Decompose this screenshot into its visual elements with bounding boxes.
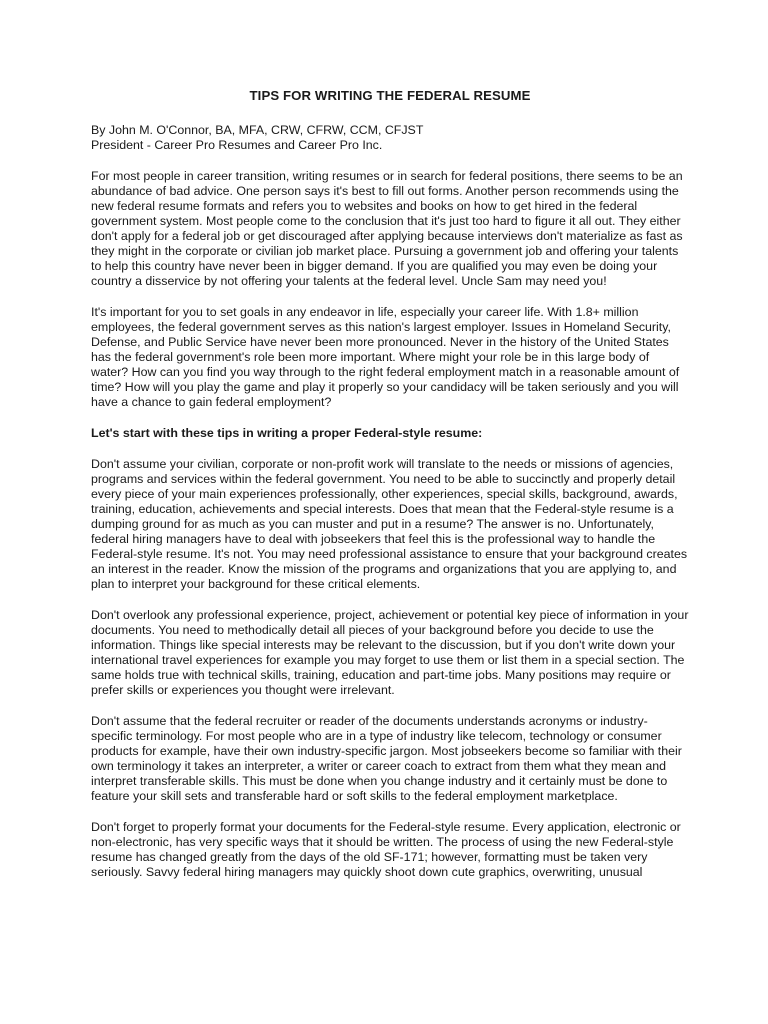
tips-subheading: Let's start with these tips in writing a proper Federal-style resume: <box>91 426 483 440</box>
tip-paragraph-4: Don't forget to properly format your documents for the Federal-style resume. Every application, electronic or non-electronic, has very specific ways that it should be written. The process of using the new Federal-style resume has changed greatly from the days of the old SF-171; however, formatting must be taken very seriously. Savvy federal hiring managers may quickly shoot down cute graphics, overwriting, unusual <box>91 820 681 879</box>
tip-paragraph-3: Don't assume that the federal recruiter or reader of the documents understands acronyms or industry-specific terminology. For most people who are in a type of industry like telecom, technology or consumer products for example, have their own industry-specific jargon. Most jobseekers become so familiar with their own terminology it takes an interpreter, a writer or career coach to extract from them what they mean and interpret transferable skills. This must be done when you change industry and it certainly must be done to feature your skill sets and transferable hard or soft skills to the federal employment marketplace. <box>91 714 682 803</box>
intro-paragraph-2: It's important for you to set goals in any endeavor in life, especially your career life. With 1.8+ million employees, the federal government serves as this nation's largest employer. Issues in Homeland Security, Defense, and Public Service have never been more pronounced. Never in the history of the United States has the federal government's role been more important. Where might your role be in this large body of water? How can you find you way through to the right federal employment match in a reasonable amount of time? How will you play the game and play it properly so your candidacy will be taken seriously and you will have a chance to gain federal employment? <box>91 305 680 409</box>
document-title: TIPS FOR WRITING THE FEDERAL RESUME <box>249 88 531 103</box>
tip-paragraph-1: Don't assume your civilian, corporate or non-profit work will translate to the needs or missions of agencies, programs and services within the federal government. You need to be able to succinctly and properly detail every piece of your main experiences professionally, other experiences, special skills, background, awards, training, education, achievements and special interests. Does that mean that the Federal-style resume is a dumping ground for as much as you can muster and put in a resume? The answer is no. Unfortunately, federal hiring managers have to deal with jobseekers that feel this is the professional way to handle the Federal-style resume. It's not. You may need professional assistance to ensure that your background creates an interest in the reader. Know the mission of the programs and organizations that you are applying to, and plan to interpret your background for these critical elements. <box>91 457 688 591</box>
tip-paragraph-2: Don't overlook any professional experience, project, achievement or potential key piece of information in your documents. You need to methodically detail all pieces of your background before you decide to use the information. Things like special interests may be relevant to the discussion, but if you don't write down your international travel experiences for example you may forget to use them or list them in a special section. The same holds true with technical skills, training, education and part-time jobs. Many positions may require or prefer skills or experiences you thought were irrelevant. <box>91 608 689 697</box>
author-role: President - Career Pro Resumes and Career Pro Inc. <box>91 138 383 152</box>
intro-paragraph-1: For most people in career transition, writing resumes or in search for federal positions, there seems to be an abundance of bad advice. One person says it's best to fill out forms. Another person recommends using the new federal resume formats and refers you to websites and books on how to get hired in the federal government system. Most people come to the conclusion that it's just too hard to figure it all out. They either don't apply for a federal job or get discouraged after applying because interviews don't materialize as fast as they might in the corporate or civilian job market place. Pursuing a government job and offering your talents to help this country have never been in bigger demand. If you are qualified you may even be doing your country a disservice by not offering your talents at the federal level. Uncle Sam may need you! <box>91 169 683 288</box>
byline <box>91 123 689 153</box>
author-line: By John M. O'Connor, BA, MFA, CRW, CFRW, CCM, CFJST <box>91 123 424 137</box>
document-page <box>91 88 689 896</box>
